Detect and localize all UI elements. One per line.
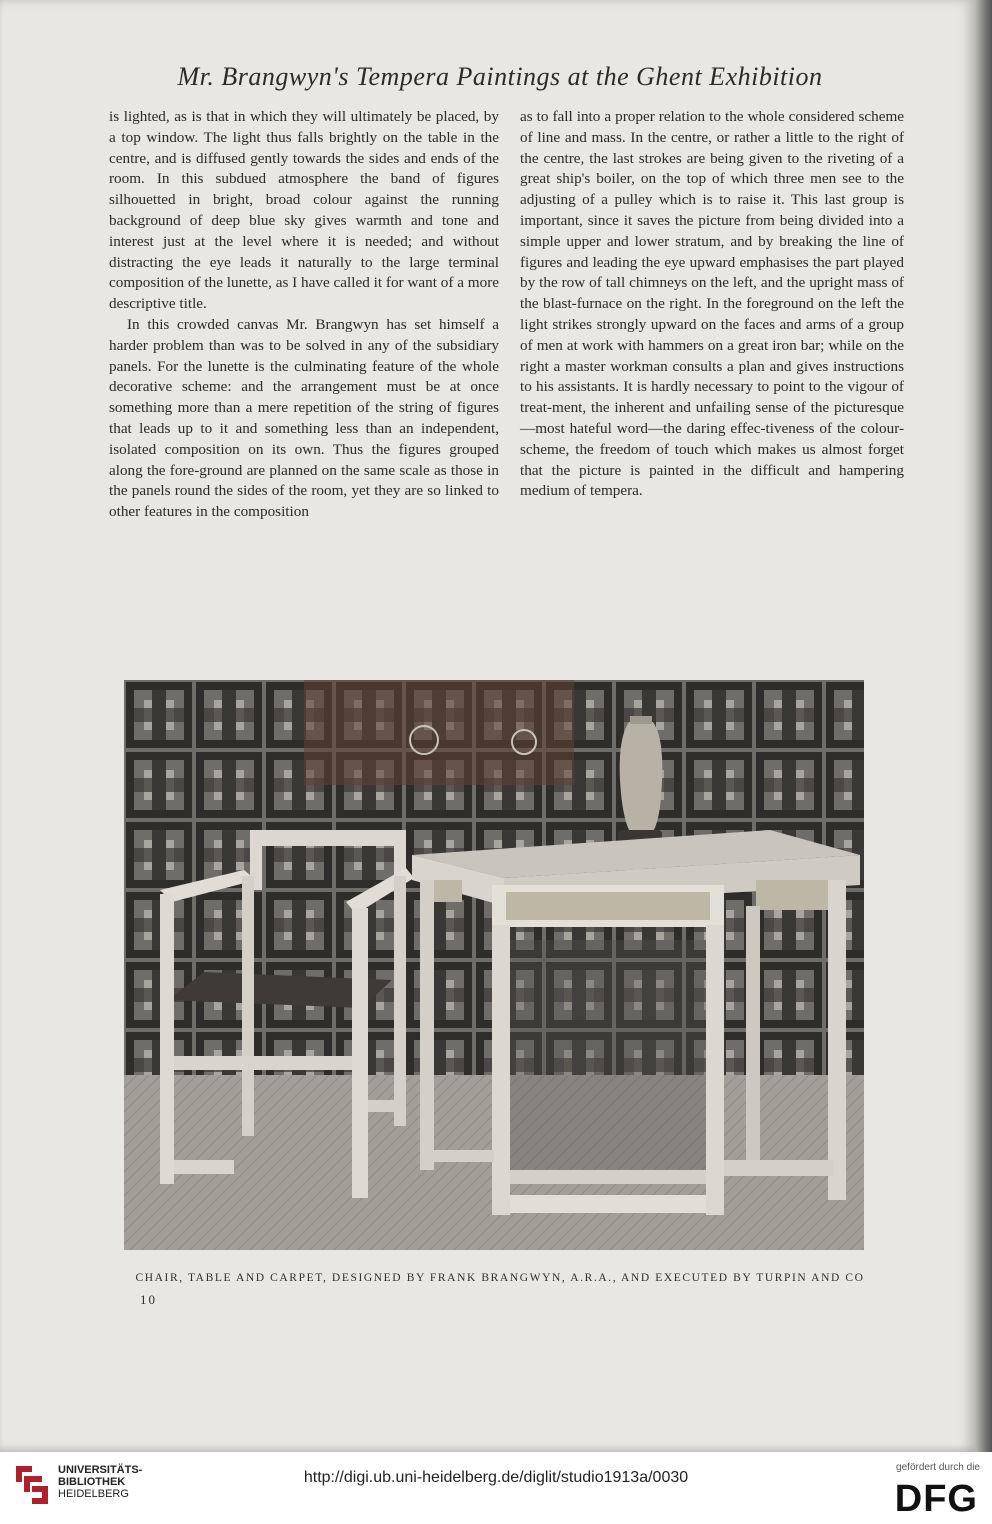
dfg-logo: DFG — [894, 1478, 978, 1520]
footer-bar — [0, 1452, 992, 1524]
running-head: Mr. Brangwyn's Tempera Paintings at the Ghent Exhibition — [177, 62, 823, 91]
figure-caption: CHAIR, TABLE AND CARPET, DESIGNED BY FRANK BRANGWYN, A.R.A., AND EXECUTED BY TURPIN AND CO — [135, 1272, 865, 1284]
page-number: 10 — [140, 1292, 157, 1307]
left-paragraph-2: In this crowded canvas Mr. Brangwyn has set himself a harder problem than was to be solved in any of the subsidiary panels. For the lunette is the culminating feature of the whole decorative scheme: and the arrangement must be at once something more than a mere repetition of the string of figures that leads up to it and something less than an independent, isolated composition on its own. Thus the figures grouped along the fore-ground are planned on the same scale as those in the panels round the sides of the room, yet they are so linked to other features in the composition — [109, 315, 499, 521]
right-column — [520, 107, 904, 502]
library-line-2: BIBLIOTHEK — [58, 1476, 126, 1488]
funded-by-label: gefördert durch die — [896, 1462, 980, 1473]
furniture-illustration — [124, 680, 864, 1250]
right-paragraph-1: as to fall into a proper relation to the whole considered scheme of line and mass. In the centre, or rather a little to the right of the centre, the last strokes are being given to the riveting of a great ship's boiler, on the top of which three men see to the adjusting of a pulley which is to raise it. This last group is important, since it saves the picture from being divided into a simple upper and lower stratum, and by breaking the line of figures and leading the eye upward emphasises the part played by the row of tall chimneys on the left, and the upright mass of the blast-furnace on the right. In the foreground on the left the light strikes strongly upward on the faces and arms of a group of men at work with hammers on a great iron bar; while on the right a master workman consults a plan and gives instructions to his assistants. It is hardly necessary to point to the vigour of treat-ment, the inherent and unfailing sense of the picturesque—most hateful word—the daring effec-tiveness of the colour-scheme, the freedom of touch which makes us almost forget that the picture is painted in the difficult and hampering medium of tempera. — [520, 108, 904, 500]
furniture-photograph — [124, 680, 864, 1250]
page-edge — [976, 0, 992, 1452]
library-line-3: HEIDELBERG — [58, 1488, 129, 1500]
library-line-1: UNIVERSITÄTS- — [58, 1464, 143, 1476]
left-column — [109, 107, 499, 523]
left-paragraph-1: is lighted, as is that in which they will ultimately be placed, by a top window. The light thus falls brightly on the table in the centre, and is diffused gently towards the sides and ends of the room. In this subdued atmosphere the band of figures silhouetted in bright, broad colour against the running background of deep blue sky gives warmth and tone and interest just at the level where it is needed; and without distracting the eye leads it naturally to the large terminal composition of the lunette, as I have called it for want of a more descriptive title. — [109, 108, 499, 313]
source-url[interactable]: http://digi.ub.uni-heidelberg.de/diglit/studio1913a/0030 — [303, 1469, 689, 1486]
